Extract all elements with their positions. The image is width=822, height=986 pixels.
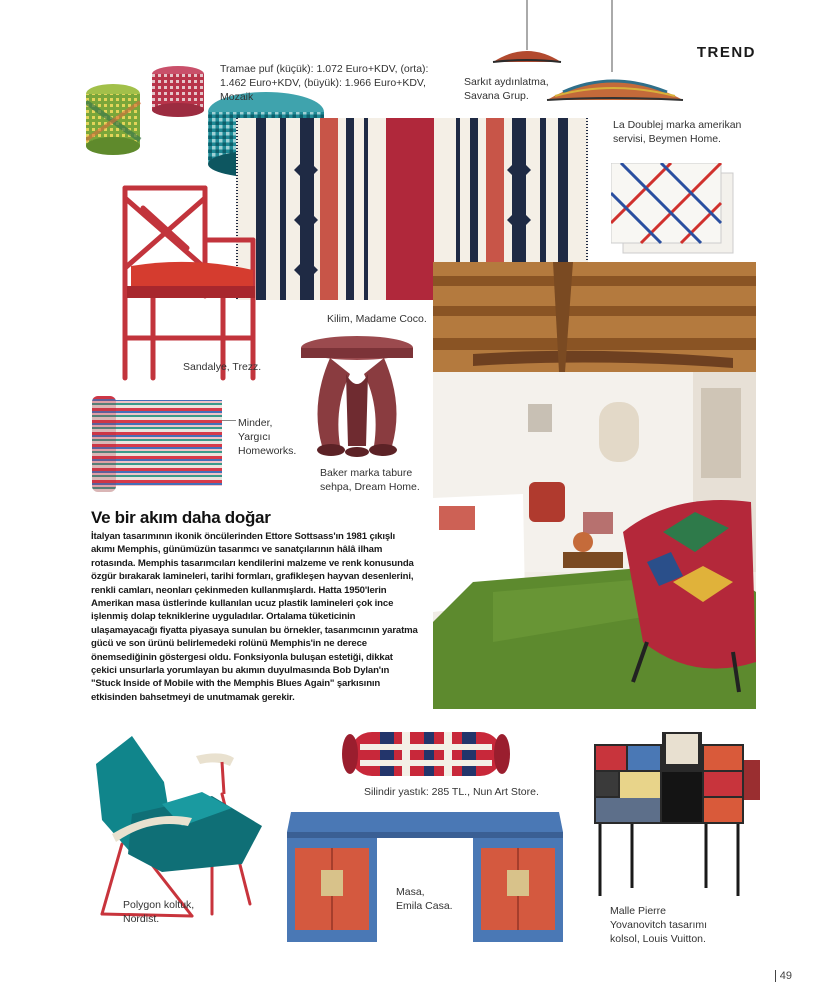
- stool-image: [300, 334, 414, 460]
- kilim-caption: Kilim, Madame Coco.: [327, 313, 427, 325]
- cushion-leader-line: [222, 420, 236, 421]
- cabinet-image: [592, 730, 762, 900]
- tableware-image: [611, 163, 735, 255]
- cushion-caption: Minder, Yargıcı Homeworks.: [238, 417, 297, 457]
- striped-cushion-image: [92, 396, 224, 492]
- section-label: TREND: [696, 44, 756, 61]
- desk-image: [285, 810, 565, 942]
- stool-caption: Baker marka tabure sehpa, Dream Home.: [320, 467, 420, 493]
- tableware-caption: La Doublej marka amerikan servisi, Beymen Home.: [613, 119, 742, 145]
- page-number: 49: [775, 970, 792, 982]
- article-body: İtalyan tasarımının ikonik öncülerinden Ettore Sottsass'ın 1981 çıkışlı akımı Memphis, günümüzün tasarımcı ve sanatçılarının hâlâ ilham rotasında. Memphis tasarımcıları kendilerini malzeme ve renk konusunda özgür bırakarak lamineleri, tarihi formları, grafikleşen hayvan desenlerini, renkli camları, neonları çekinmeden kullanmışlardı. Hatta 1950'lerin Amerikan masa üstlerinde kullanılan ucuz plastik lamineleri çok ince işlenmiş dolap tekniklerine uyguladılar. Ortalama tüketicinin ulaşamayacağı fiyatta piyasaya sunulan bu örnekler, tasarımcının yaratma gücü ve son ürünü belirlemedeki rolünü Memphis'in ne derece önemsediğinin göstergesi oldu. Fonksiyonla buluşan estetiği, dikkat çekici unsurlarla yorumlayan bu akımın duyulmasında Bob Dylan'ın "Stuck Inside of Mobile with the Memphis Blues Again" şarkısının etkisinden bahsetmeyi de unutmamak gerekir.: [91, 531, 418, 703]
- cabinet-caption: Malle Pierre Yovanovitch tasarımı kolsol, Louis Vuitton.: [610, 905, 708, 945]
- cylinder-pillow-image: [340, 730, 512, 778]
- pillow-caption: Silindir yastık: 285 TL., Nun Art Store.: [364, 786, 539, 798]
- pouf-caption: Tramae puf (küçük): 1.072 Euro+KDV, (orta): 1.462 Euro+KDV, (büyük): 1.966 Euro+KDV, Mozaik: [220, 63, 429, 103]
- article-headline: Ve bir akım daha doğar: [91, 508, 271, 527]
- interior-photo: [433, 262, 756, 709]
- chinese-chippendale-chair-image: [113, 178, 261, 383]
- armchair-caption: Polygon koltuk, Nordist.: [123, 899, 195, 925]
- desk-caption: Masa, Emila Casa.: [396, 886, 453, 912]
- chair-caption: Sandalye, Trezz.: [183, 361, 262, 373]
- pendant-caption: Sarkıt aydınlatma, Savana Grup.: [464, 76, 549, 102]
- polygon-armchair-image: [92, 734, 267, 924]
